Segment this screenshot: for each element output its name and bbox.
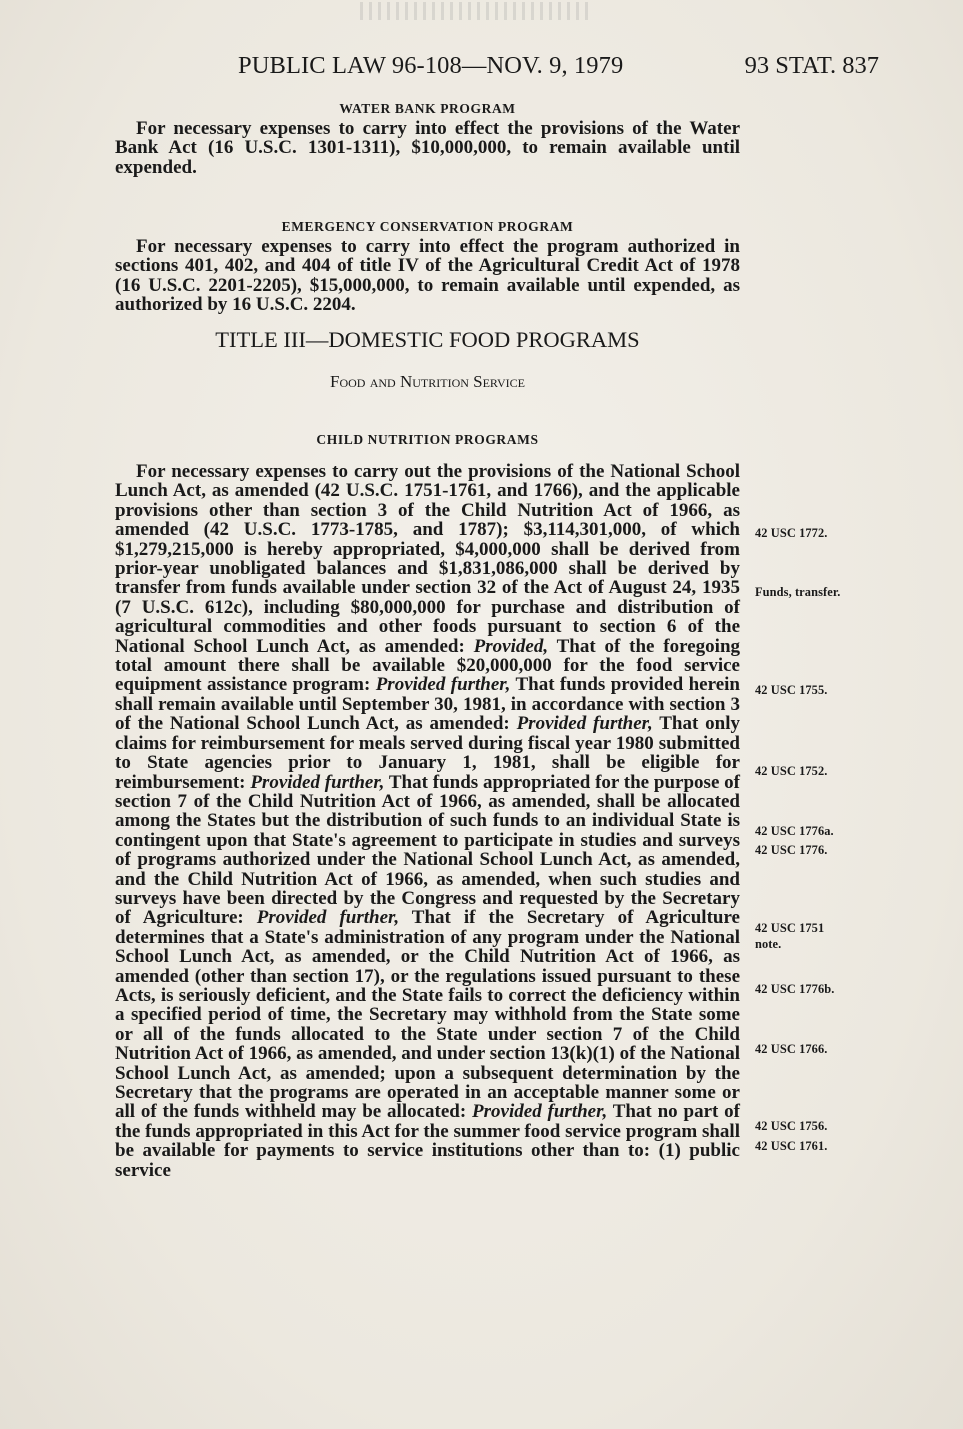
text-run: That if the Secretary of Agriculture determines that a State's administration of any program under the National School Lunch Act, as amended, or the Child Nutrition Act of 1966, as amended (other than section 17), or the regulations issued pursuant to these Acts, is seriously deficient, and the State fails to correct the deficiency within a specified period of time, the Secretary may withhold from the State some or all of the funds allocated to the State under section 7 of the Child Nutrition Act of 1966, as amended, and under section 13(k)(1) of the National School Lunch Act, as amended; upon a subsequent determination by the Secretary that the programs are operated in an acceptable manner some or all of the funds withheld may be allocated: (115, 907, 740, 1123)
water-bank-heading: WATER BANK PROGRAM (339, 101, 516, 116)
text-run: That no part of the funds appropriated in this Act for the summer food service program shall be available for payments to service institutions other than to: (1) public service (115, 1101, 740, 1181)
margin-note: 42 USC 1776. (755, 843, 828, 857)
page-header (0, 52, 963, 88)
water-bank-paragraph (115, 119, 740, 177)
margin-note: 42 USC 1776a. (755, 824, 834, 838)
water-bank-text: For necessary expenses to carry into effect the provisions of the Water Bank Act (16 U.S.C. 1301-1311), $10,000,000, to remain available until expended. (115, 118, 740, 178)
margin-note: Funds, transfer. (755, 585, 841, 599)
proviso-italic: Provided further, (472, 1101, 608, 1123)
child-nutrition-heading: CHILD NUTRITION PROGRAMS (316, 432, 539, 447)
proviso-italic: Provided further, (250, 771, 385, 793)
text-run: For necessary expenses to carry out the provisions of the National School Lunch Act, as amended (42 U.S.C. 1751-1761, and 1766), and the applicable provisions other than section 3 of the Child Nutrition Act of 1966, as amended (42 U.S.C. 1773-1785, and 1787); $3,114,301,000, of which $1,279,215,000 is hereby appropriated, $4,000,000 shall be derived from prior-year unobligated balances and $1,831,086,000 shall be derived by transfer from funds available under section 32 of the Act of August 24, 1935 (7 U.S.C. 612c), including $80,000,000 for purchase and distribution of agricultural commodities and other foods pursuant to section 6 of the National School Lunch Act, as amended: (115, 461, 740, 657)
margin-note: 42 USC 1751 (755, 921, 825, 935)
text-run: That of the foregoing total amount there shall be available $20,000,000 for the food service equipment assistance program: (115, 635, 741, 696)
proviso-italic: Provided, (473, 635, 549, 657)
margin-note: note. (755, 937, 782, 951)
margin-note: 42 USC 1766. (755, 1042, 828, 1056)
margin-note: 42 USC 1752. (755, 764, 828, 778)
emergency-conservation-heading: EMERGENCY CONSERVATION PROGRAM (281, 219, 574, 234)
margin-note: 42 USC 1761. (755, 1139, 828, 1153)
margin-note: 42 USC 1772. (755, 526, 828, 540)
stat-page-number: 93 STAT. 837 (744, 52, 879, 79)
text-run: That funds appropriated for the purpose of section 7 of the Child Nutrition Act of 1966, as amended, shall be allocated among the States but the distribution of such funds to an individual State is contingent upon that State's agreement to participate in studies and surveys of programs authorized under the National School Lunch Act, as amended, and the Child Nutrition Act of 1966, as amended, when such studies and surveys have been directed by the Congress and requested by the Secretary of Agriculture: (115, 771, 740, 929)
margin-note: 42 USC 1756. (755, 1119, 828, 1133)
child-nutrition-paragraph (115, 462, 740, 1180)
emergency-conservation-text: For necessary expenses to carry into effect the program authorized in sections 401, 402, and 404 of title IV of the Agricultural Credit Act of 1978 (16 U.S.C. 2201-2205), $15,000,000, to remain available until expended, as authorized by 16 U.S.C. 2204. (115, 236, 740, 316)
proviso-italic: Provided further, (256, 907, 400, 929)
margin-note: 42 USC 1755. (755, 683, 828, 697)
title-iii-heading: TITLE III—DOMESTIC FOOD PROGRAMS (215, 327, 640, 352)
text-run: That only claims for reimbursement for meals served during fiscal year 1980 submitted to State agencies prior to January 1, 1981, shall be eligible for reimbursement: (115, 713, 740, 793)
agency-heading (115, 372, 740, 392)
proviso-italic: Provided further, (516, 713, 653, 735)
agency-name: Food and Nutrition Service (330, 372, 525, 391)
child-nutrition-text (115, 462, 740, 1180)
text-run: That funds provided herein shall remain available until September 30, 1981, in accordance with section 3 of the National School Lunch Act, as amended: (115, 674, 740, 735)
emergency-conservation-paragraph (115, 237, 740, 315)
margin-note: 42 USC 1776b. (755, 982, 835, 996)
scan-artifact (360, 2, 590, 20)
proviso-italic: Provided further, (375, 674, 511, 696)
public-law-citation: PUBLIC LAW 96-108—NOV. 9, 1979 (238, 52, 624, 79)
